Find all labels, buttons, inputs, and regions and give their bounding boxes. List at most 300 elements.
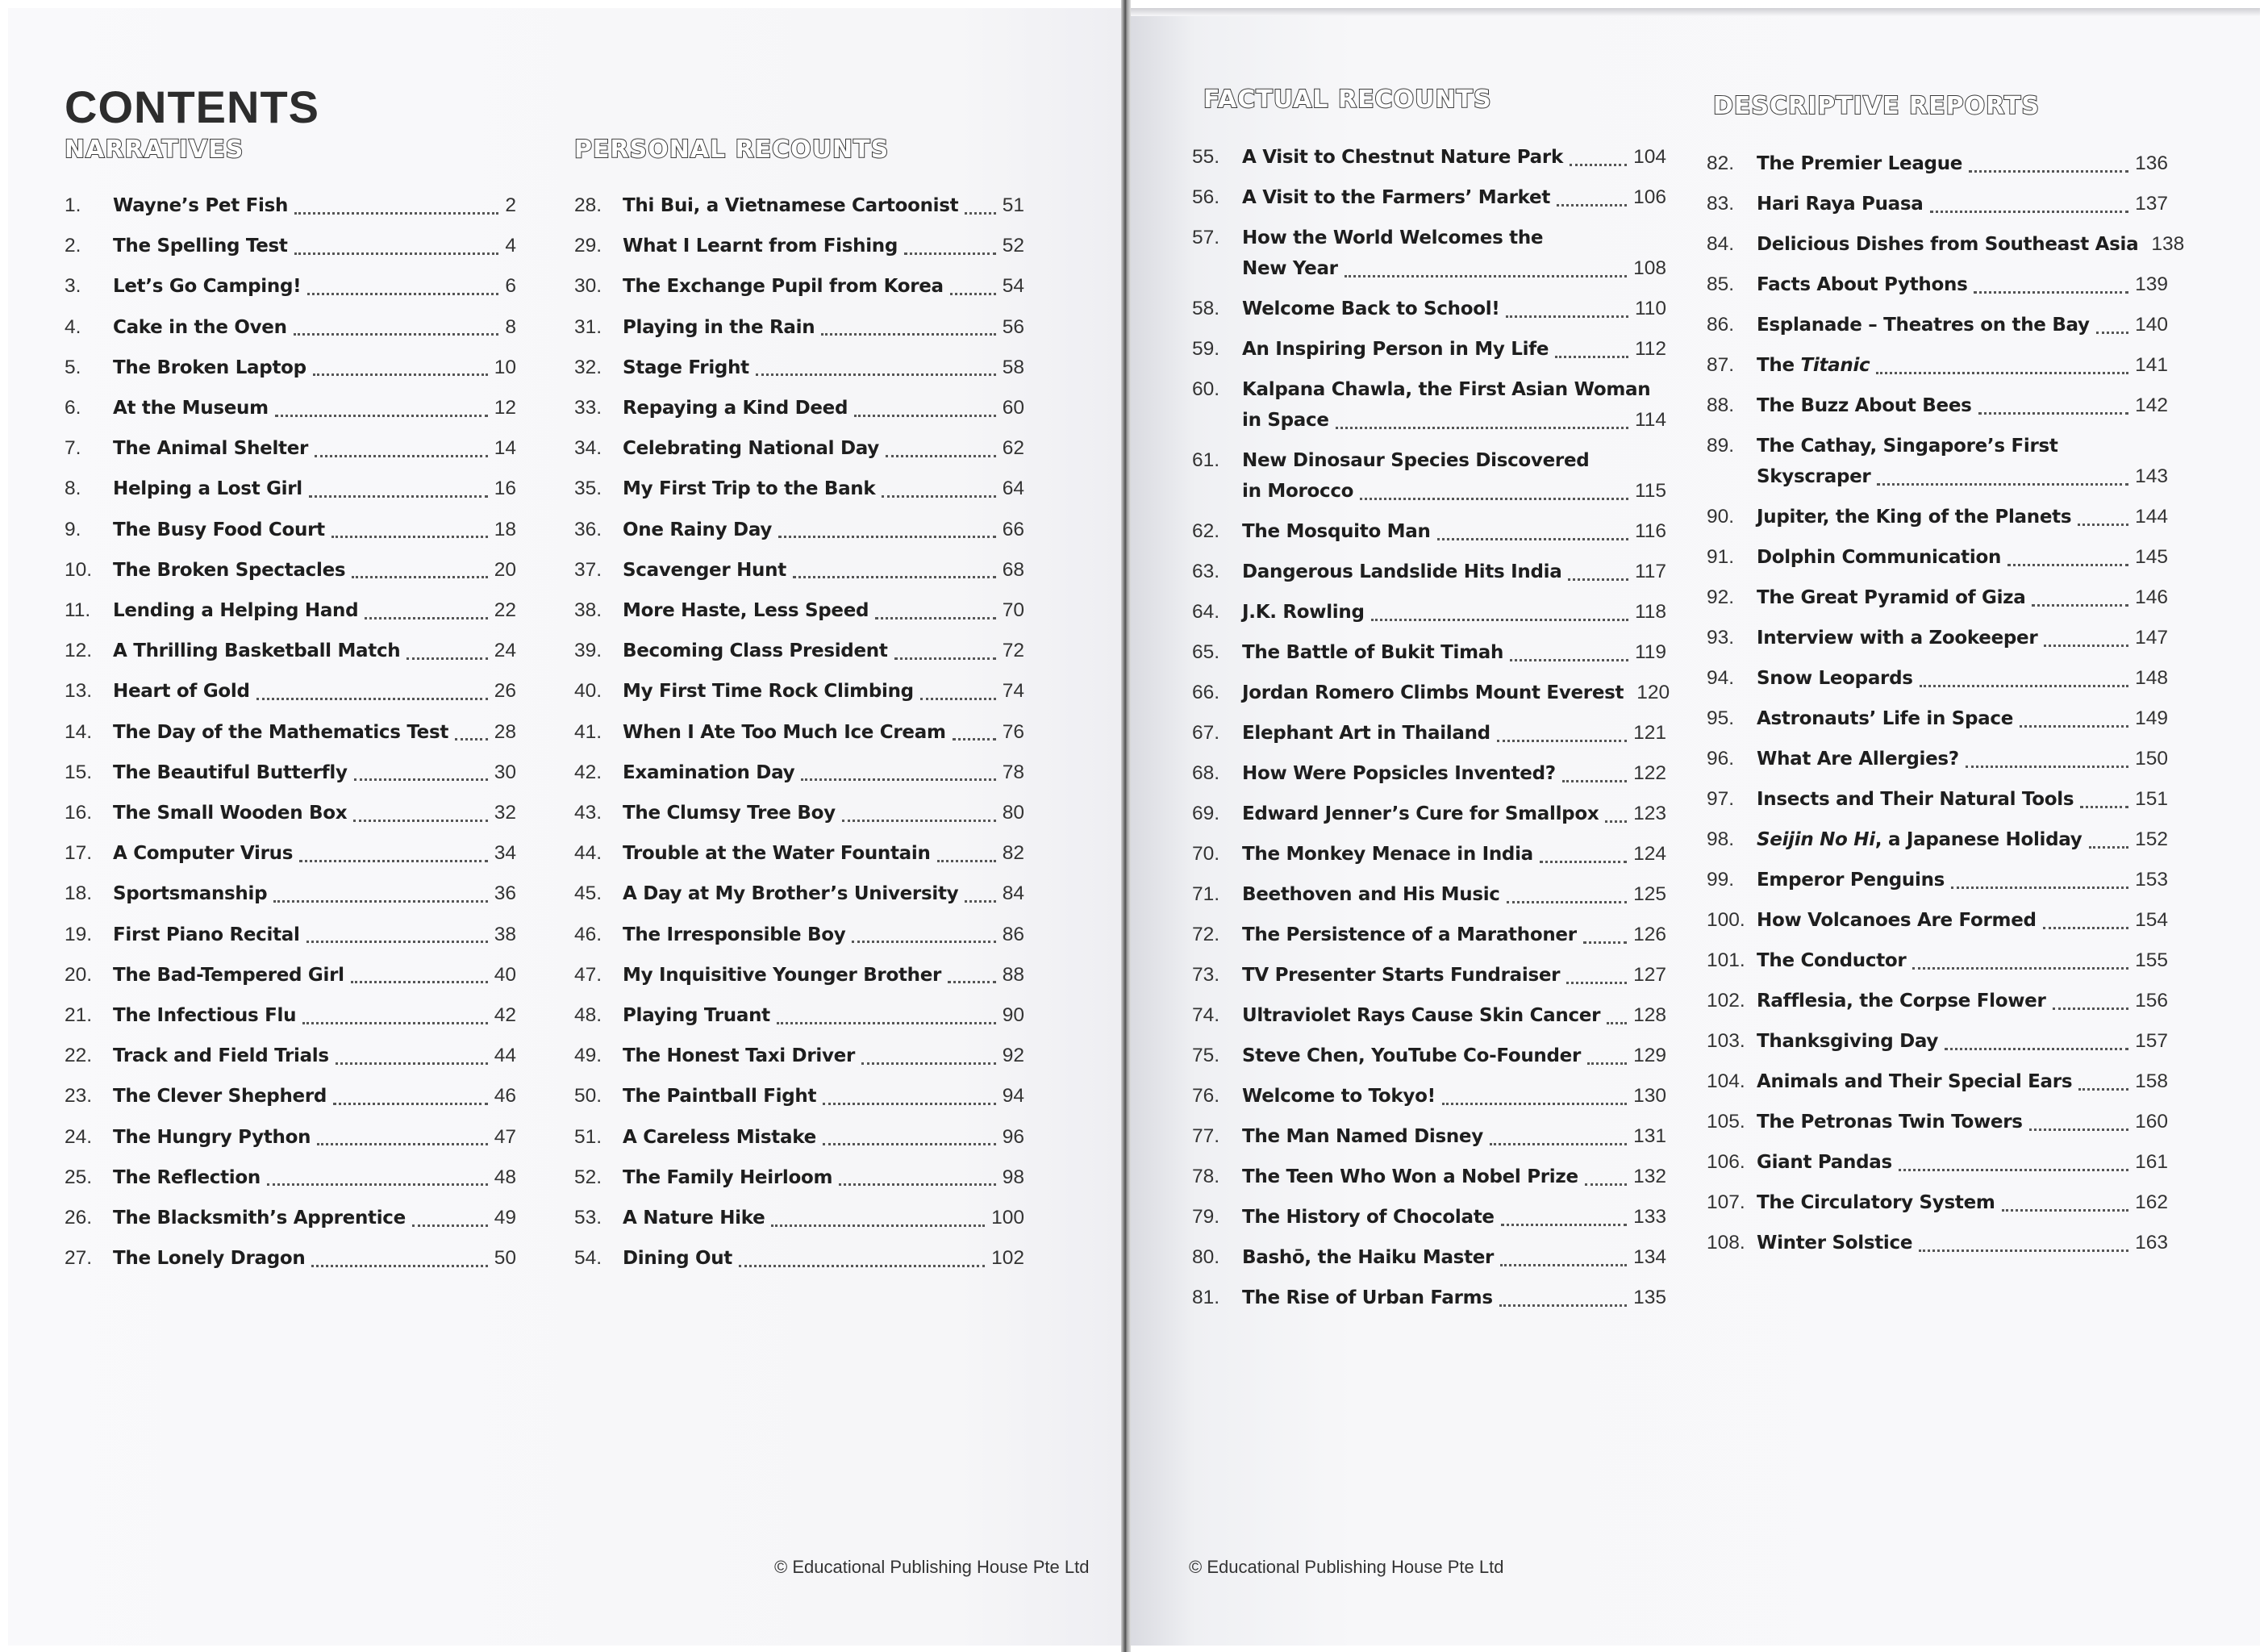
toc-entry-number: 46. [574,923,602,945]
toc-entry-number: 98. [1707,828,1735,850]
toc-entry [574,801,1024,825]
toc-entry-number: 18. [65,882,93,905]
toc-entry-page: 56 [1002,315,1024,338]
toc-entry-title [113,558,345,582]
toc-entry-number: 58. [1192,298,1220,319]
toc-leader-dots [1583,937,1627,944]
toc-leader-dots [333,1098,488,1105]
toc-entry [1707,232,2185,257]
toc-entry-number: 103. [1707,1030,1745,1052]
toc-entry-page: 158 [2135,1070,2168,1092]
toc-entry-page: 154 [2135,909,2168,931]
toc-entry-number: 57. [1192,227,1220,248]
toc-entry-number: 8. [65,478,81,500]
toc-entry-title-text: Astronauts’ Life in Space [1757,708,2014,729]
toc-entry [1707,192,2168,216]
toc-entry-number: 40. [574,680,602,703]
toc-entry-page: 86 [1002,923,1024,945]
toc-entry-title-text: One Rainy Day [623,519,773,540]
toc-entry-number: 86. [1707,314,1735,336]
toc-entry [65,801,516,825]
toc-entry-page: 8 [505,315,516,338]
toc-entry-title [113,1246,305,1270]
toc-leader-dots [294,207,498,215]
toc-entry [574,315,1024,340]
toc-entry-title-text: Sportsmanship [113,883,268,905]
toc-entry-title [1242,1165,1578,1189]
toc-leader-dots [299,855,488,862]
toc-entry-number: 4. [65,315,81,338]
toc-entry-page: 156 [2135,990,2168,1012]
toc-entry-title-text: The Monkey Menace in India [1242,844,1533,865]
toc-leader-dots [1607,1017,1627,1024]
toc-leader-dots [315,450,488,457]
toc-leader-dots [2043,922,2128,929]
toc-entry [1707,1191,2168,1215]
toc-leader-dots [1437,533,1628,540]
toc-entry-title-continued: in Space [1242,410,1329,431]
heading-narratives: NARRATIVES [65,136,244,164]
toc-entry-title-text: The Paintball Fight [623,1086,817,1108]
toc-entry-number: 54. [574,1247,602,1270]
toc-entry-number: 36. [574,518,602,540]
toc-entry-page: 161 [2135,1151,2168,1173]
toc-entry [65,1206,516,1230]
toc-entry-page: 138 [2151,233,2185,255]
toc-entry-page: 96 [1002,1125,1024,1148]
toc-entry-number: 7. [65,437,81,460]
toc-entry-number: 35. [574,478,602,500]
toc-leader-dots [839,1179,996,1186]
toc-entry-number: 5. [65,356,81,378]
toc-entry-title [623,882,958,906]
toc-entry [1192,145,1666,169]
toc-entry-page: 153 [2135,869,2168,891]
toc-entry-number: 3. [65,275,81,298]
toc-leader-dots [353,815,487,822]
toc-entry-title [1757,707,2013,731]
toc-entry-page: 66 [1002,518,1024,540]
toc-entry [574,720,1024,745]
toc-entry-title-text: Jordan Romero Climbs Mount Everest [1242,682,1624,703]
toc-entry-page: 47 [494,1125,516,1148]
toc-entry-number: 79. [1192,1206,1220,1228]
toc-entry [65,1125,516,1149]
toc-entry-page: 115 [1634,480,1666,502]
toc-entry-title [1757,1150,1892,1174]
toc-entry [1707,1231,2168,1255]
toc-leader-dots [2053,1003,2129,1010]
toc-entry-title-text: What I Learnt from Fishing [623,236,898,257]
toc-entry [1707,989,2168,1013]
toc-leader-dots [875,612,996,620]
toc-entry [1707,1029,2168,1053]
toc-entry-number: 96. [1707,748,1735,770]
toc-entry [1707,586,2168,610]
toc-entry-title-text: The Clumsy Tree Boy [623,803,836,824]
toc-entry-title-text: Welcome Back to School! [1242,298,1500,319]
toc-entry-page: 10 [494,356,516,378]
toc-entry-page: 40 [494,963,516,986]
toc-leader-dots [331,531,488,538]
toc-leader-dots [1568,574,1628,581]
toc-leader-dots [336,1058,488,1065]
toc-leader-dots [920,693,996,700]
toc-entry-title [113,315,287,340]
toc-entry-page: 48 [494,1166,516,1188]
toc-entry-title [113,1125,311,1149]
toc-entry-title [1242,882,1500,907]
toc-entry [1707,394,2168,418]
toc-entry-title [1242,560,1561,584]
toc-entry-title [1757,152,1962,176]
toc-entry-number: 107. [1707,1191,1745,1213]
toc-entry-title [113,639,400,663]
toc-entry-title-text: The Petronas Twin Towers [1757,1112,2023,1133]
heading-personal-recounts: PERSONAL RECOUNTS [574,136,890,164]
toc-entry-page: 6 [505,275,516,298]
toc-entry [574,841,1024,866]
toc-entry [65,882,516,906]
toc-entry-page: 78 [1002,761,1024,783]
toc-entry-title-text: Dolphin Communication [1757,547,2002,568]
toc-entry [1707,949,2168,973]
toc-entry-title-text: The Small Wooden Box [113,803,348,824]
toc-entry-title-text: The Mosquito Man [1242,521,1431,542]
toc-entry [1192,721,1666,745]
toc-entry-title [1242,842,1533,866]
toc-entry-page: 123 [1633,803,1666,824]
toc-entry [65,477,516,501]
toc-entry-title-text: Interview with a Zookeeper [1757,628,2038,649]
toc-leader-dots [1507,896,1627,903]
toc-entry-number: 97. [1707,788,1735,810]
toc-leader-dots [882,490,995,498]
toc-entry-number: 89. [1707,435,1735,457]
toc-entry-title-text: What Are Allergies? [1757,749,1959,770]
toc-entry-title-text: Edward Jenner’s Cure for Smallpox [1242,803,1599,824]
toc-entry [1192,1165,1666,1189]
toc-entry-page: 147 [2135,627,2168,649]
toc-leader-dots [1570,159,1627,166]
toc-entry [65,720,516,745]
toc-entry-title [1757,1231,1912,1255]
toc-entry [1707,828,2168,852]
toc-entry-page: 62 [1002,437,1024,460]
toc-entry-page: 106 [1633,186,1666,208]
toc-leader-dots [365,612,487,620]
toc-entry [574,274,1024,298]
toc-entry-title-text: Thanksgiving Day [1757,1031,1939,1052]
toc-entry-title [623,234,898,258]
toc-entry-title [623,558,786,582]
toc-entry-page: 14 [494,437,516,460]
toc-entry [574,882,1024,906]
toc-entry-number: 2. [65,235,81,257]
toc-entry [1707,152,2168,176]
toc-leader-dots [1371,614,1628,621]
page-edge-shadow [1129,8,2260,16]
toc-entry-title-text: The Lonely Dragon [113,1248,306,1270]
toc-entry-title [1757,545,2001,569]
toc-entry-number: 14. [65,720,93,743]
toc-entry-number: 66. [1192,682,1220,703]
toc-entry [574,679,1024,703]
toc-entry-page: 36 [494,882,516,905]
toc-entry-page: 149 [2135,707,2168,729]
toc-entry-title-text: The Battle of Bukit Timah [1242,642,1504,663]
toc-entry-page: 129 [1633,1045,1666,1066]
toc-entry-page: 124 [1633,843,1666,865]
toc-entry [574,396,1024,420]
toc-entry-title-continued: New Year [1242,258,1338,279]
toc-entry [65,274,516,298]
toc-entry [574,194,1024,218]
toc-entry-title [1242,963,1560,987]
toc-entry [1192,882,1666,907]
toc-entry [65,599,516,623]
toc-leader-dots [1497,735,1627,742]
toc-entry-title [1757,828,2082,852]
toc-entry-number: 37. [574,558,602,581]
toc-entry [574,599,1024,623]
toc-entry-title-text: Elephant Art in Thailand [1242,723,1490,744]
toc-entry-title [1757,232,2138,257]
toc-entry-title-text: The [1757,355,1801,376]
toc-entry-title [1757,505,2071,529]
toc-entry-number: 55. [1192,146,1220,168]
toc-entry-number: 93. [1707,627,1735,649]
toc-entry-title [1757,586,2025,610]
toc-leader-dots [1920,680,2128,687]
toc-entry-number: 95. [1707,707,1735,729]
toc-leader-dots [953,733,996,740]
toc-entry-number: 74. [1192,1004,1220,1026]
toc-entry [65,356,516,380]
toc-entry-title-text: The Circulatory System [1757,1192,1995,1213]
toc-entry-number: 72. [1192,924,1220,945]
toc-entry-page: 74 [1002,680,1024,703]
toc-entry-page: 108 [1633,257,1666,279]
toc-entry-title [623,315,815,340]
toc-entry-title-text: Bashō, the Haiku Master [1242,1247,1495,1268]
toc-leader-dots [2078,519,2128,526]
toc-entry [65,963,516,987]
toc-entry [1707,545,2168,569]
toc-leader-dots [801,774,995,781]
toc-entry-title-text: The Beautiful Butterfly [113,761,348,783]
toc-entry-number: 88. [1707,394,1735,416]
toc-entry-page: 94 [1002,1085,1024,1108]
toc-leader-dots [1506,311,1628,318]
toc-leader-dots [352,571,487,578]
copyright-left: © Educational Publishing House Pte Ltd [774,1557,1090,1577]
toc-entry-page: 162 [2135,1191,2168,1213]
toc-entry-title [113,1003,296,1028]
toc-entry [65,841,516,866]
toc-entry-page: 28 [494,720,516,743]
toc-entry-number: 56. [1192,186,1220,208]
toc-entry-page: 51 [1002,194,1024,216]
toc-leader-dots [965,207,995,215]
toc-entry-title-text: Examination Day [623,761,795,783]
toc-entry-title [623,639,888,663]
toc-entry-number: 44. [574,842,602,865]
toc-entry-title-text: The Exchange Pupil from Korea [623,276,944,298]
toc-leader-dots [852,936,995,943]
toc-entry-title-italic: Titanic [1800,355,1870,376]
toc-entry-number: 26. [65,1207,93,1229]
toc-entry-title-text: The Broken Spectacles [113,559,346,581]
toc-entry-title-text: The Irresponsible Boy [623,924,846,945]
toc-leader-dots [739,1260,985,1267]
toc-entry-title-text: My Inquisitive Younger Brother [623,964,942,986]
toc-leader-dots [309,490,488,498]
toc-entry-title [623,841,931,866]
toc-leader-dots [2044,640,2128,647]
toc-leader-dots [2089,841,2129,849]
toc-entry-page: 134 [1633,1246,1666,1268]
toc-entry [65,558,516,582]
toc-entry-title-text: Giant Pandas [1757,1152,1892,1173]
toc-entry-number: 25. [65,1166,93,1188]
toc-entry-title-text: Cake in the Oven [113,316,287,338]
toc-leader-dots [1912,962,2128,970]
toc-entry-page: 32 [494,802,516,824]
toc-entry-page: 127 [1633,964,1666,986]
toc-entry-number: 39. [574,640,602,662]
toc-leader-dots [950,288,996,295]
toc-entry-number: 17. [65,842,93,865]
toc-entry-title [1757,908,2037,932]
toc-entry-page: 122 [1633,762,1666,784]
toc-leader-dots [904,248,996,255]
toc-entry-page: 110 [1634,298,1666,319]
toc-entry-title [113,720,448,745]
toc-entry-title-text: How Volcanoes Are Formed [1757,910,2037,931]
toc-entry-page: 88 [1002,963,1024,986]
toc-entry-title [113,761,348,785]
toc-entry-page: 80 [1002,802,1024,824]
toc-entry-title [1242,923,1577,947]
toc-entry [1192,923,1666,947]
toc-entry-title [1757,1070,2072,1094]
toc-entry-title-text: A Careless Mistake [623,1126,816,1148]
toc-entry-title [1757,989,2046,1013]
toc-entry-title-text: My First Time Rock Climbing [623,681,914,703]
toc-entry-number: 100. [1707,909,1745,931]
book-gutter [1121,0,1131,1652]
toc-entry-title-text: Beethoven and His Music [1242,884,1500,905]
toc-entry-title-text: A Visit to the Farmers’ Market [1242,187,1551,208]
toc-entry-title [623,274,944,298]
toc-entry-title-text: The Busy Food Court [113,519,325,540]
toc-entry-number: 15. [65,761,93,783]
toc-entry-title-text: The Clever Shepherd [113,1086,327,1108]
toc-entry-number: 22. [65,1045,93,1067]
toc-leader-dots [1566,977,1627,984]
toc-entry [1192,297,1666,321]
toc-entry-title-text: , a Japanese Holiday [1874,829,2082,850]
toc-entry-number: 61. [1192,449,1220,471]
toc-entry-title [1242,448,1589,473]
toc-entry-title [113,356,306,380]
toc-entry-title-text: When I Ate Too Much Ice Cream [623,721,946,743]
toc-entry [65,1166,516,1190]
toc-entry-title [113,234,288,258]
toc-leader-dots [306,936,488,943]
toc-entry-page: 155 [2135,949,2168,971]
toc-entry [1707,313,2168,337]
toc-entry [1192,1205,1666,1229]
toc-entry-number: 21. [65,1004,93,1026]
toc-leader-dots [1501,1219,1627,1226]
toc-entry-number: 68. [1192,762,1220,784]
toc-entry-page: 148 [2135,667,2168,689]
toc-entry-title-text: Facts About Pythons [1757,274,1968,295]
toc-leader-dots [1500,1259,1627,1266]
toc-entry-number: 77. [1192,1125,1220,1147]
toc-entry [1707,273,2168,297]
toc-entry-title [623,1084,816,1108]
toc-leader-dots [1557,199,1627,206]
toc-leader-dots [273,895,488,903]
toc-entry-title [1757,949,1906,973]
toc-leader-dots [1899,1164,2128,1171]
toc-entry [574,1084,1024,1108]
toc-entry-title-text: First Piano Recital [113,924,300,945]
toc-leader-dots [861,1058,996,1065]
toc-entry-title-text: Becoming Class President [623,640,888,662]
toc-entry-title [113,477,302,501]
toc-entry [1192,681,1670,705]
toc-leader-dots [1974,286,2128,294]
toc-entry-number: 108. [1707,1232,1745,1254]
toc-entry-title-text: Ultraviolet Rays Cause Skin Cancer [1242,1005,1601,1026]
toc-entry-title [1242,297,1499,321]
toc-entry-title [1242,378,1650,402]
toc-entry-title [113,194,288,218]
toc-entry-number: 47. [574,963,602,986]
toc-entry [574,558,1024,582]
toc-entry [574,923,1024,947]
toc-entry-number: 51. [574,1125,602,1148]
toc-entry-page: 44 [494,1045,516,1067]
toc-entry-page: 104 [1633,146,1666,168]
toc-leader-dots [354,774,488,781]
toc-entry-title [623,761,794,785]
toc-entry [1707,747,2168,771]
toc-entry-title-text: The Infectious Flu [113,1005,297,1026]
toc-entry [574,234,1024,258]
toc-entry-number: 83. [1707,193,1735,215]
toc-entry-title [113,518,325,542]
toc-leader-dots [313,369,488,376]
toc-entry-number: 71. [1192,883,1220,905]
toc-leader-dots [307,288,498,295]
toc-entry-title-text: A Thrilling Basketball Match [113,640,401,662]
toc-entry-title [113,963,344,987]
toc-entry-page: 49 [494,1207,516,1229]
toc-entry [574,356,1024,380]
toc-leader-dots [2078,1083,2128,1091]
toc-entry-page: 116 [1634,520,1666,542]
toc-entry-title [1242,1084,1436,1108]
toc-entry [65,1003,516,1028]
toc-entry-title-text: The Hungry Python [113,1126,311,1148]
toc-entry-page: 58 [1002,356,1024,378]
toc-entry-page: 46 [494,1085,516,1108]
